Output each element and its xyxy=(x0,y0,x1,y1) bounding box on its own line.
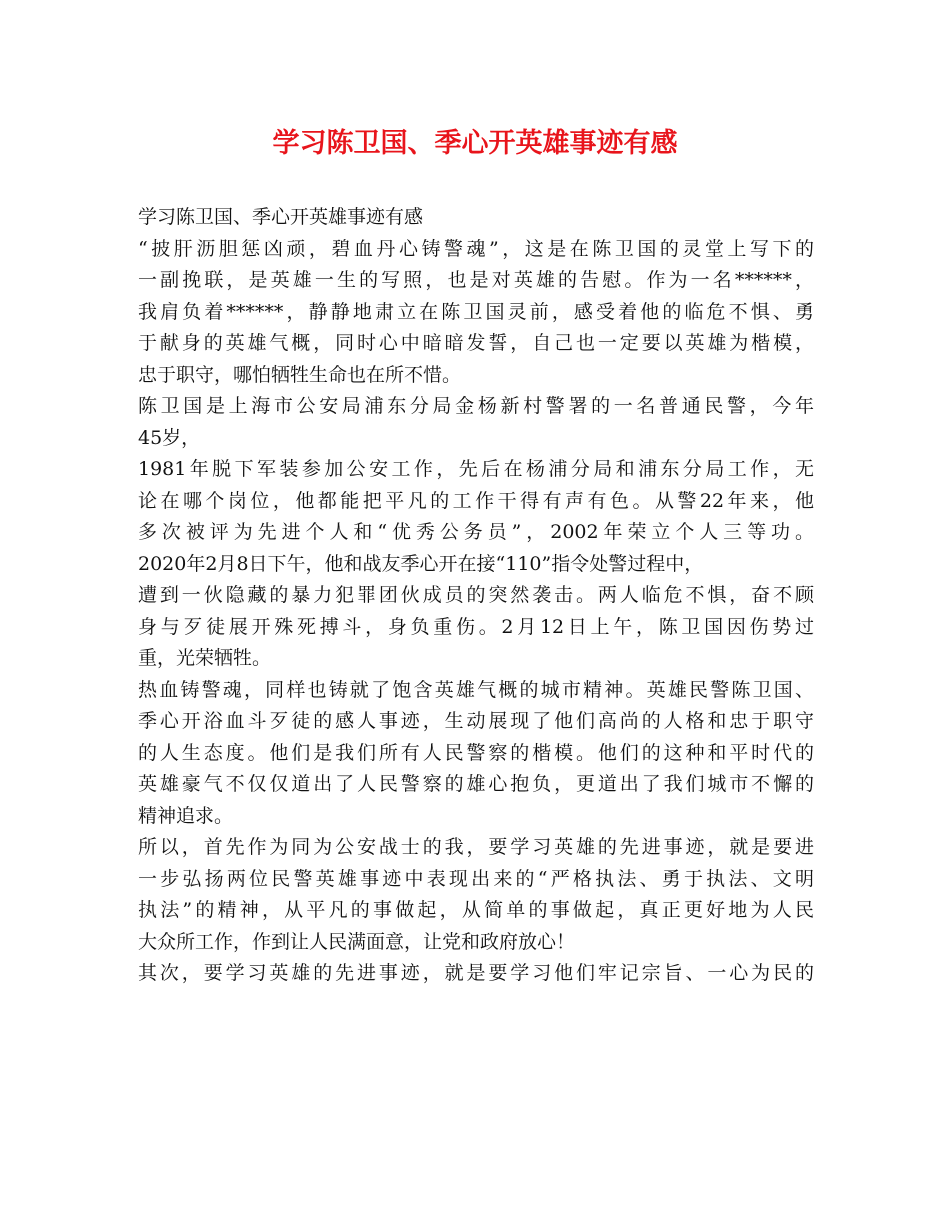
body-line: 1981年脱下军装参加公安工作，先后在杨浦分局和浦东分局工作，无 xyxy=(138,458,814,480)
body-line: 季心开浴血斗歹徒的感人事迹，生动展现了他们高尚的人格和忠于职守 xyxy=(138,710,814,732)
body-line: 我肩负着******，静静地肃立在陈卫国灵前，感受着他的临危不惧、勇 xyxy=(138,300,814,323)
body-line: 一步弘扬两位民警英雄事迹中表现出来的“严格执法、勇于执法、文明 xyxy=(138,867,814,890)
body-line: 学习陈卫国、季心开英雄事迹有感 xyxy=(138,206,424,228)
body-line: 执法”的精神，从平凡的事做起，从简单的事做起，真正更好地为人民 xyxy=(138,899,814,921)
body-line: 陈卫国是上海市公安局浦东分局金杨新村警署的一名普通民警，今年 xyxy=(138,395,814,417)
body-line: 精神追求。 xyxy=(138,804,234,827)
document-body xyxy=(138,202,814,990)
body-line: 2020年2月8日下午，他和战友季心开在接“110”指令处警过程中， xyxy=(138,552,704,575)
document-title: 学习陈卫国、季心开英雄事迹有感 xyxy=(272,128,678,159)
body-line: 大众所工作，作到让人民满面意，让党和政府放心！ xyxy=(138,930,576,953)
body-line: 身与歹徒展开殊死搏斗，身负重伤。2月12日上午，陈卫国因伤势过 xyxy=(138,615,814,638)
body-line: 遭到一伙隐藏的暴力犯罪团伙成员的突然袭击。两人临危不惧，奋不顾 xyxy=(138,584,814,606)
body-line: 忠于职守，哪怕牺牲生命也在所不惜。 xyxy=(138,363,462,386)
body-line: 热血铸警魂，同样也铸就了饱含英雄气概的城市精神。英雄民警陈卫国、 xyxy=(138,678,814,701)
body-line: 的人生态度。他们是我们所有人民警察的楷模。他们的这种和平时代的 xyxy=(138,741,814,764)
body-line: 其次，要学习英雄的先进事迹，就是要学习他们牢记宗旨、一心为民的 xyxy=(138,962,814,984)
body-line: 45岁， xyxy=(138,426,201,449)
body-line: 重，光荣牺牲。 xyxy=(138,647,272,669)
body-line: 一副挽联，是英雄一生的写照，也是对英雄的告慰。作为一名******， xyxy=(138,269,814,291)
body-line: 于献身的英雄气概，同时心中暗暗发誓，自己也一定要以英雄为楷模， xyxy=(138,332,814,354)
body-line: “披肝沥胆惩凶顽，碧血丹心铸警魂”，这是在陈卫国的灵堂上写下的 xyxy=(138,237,814,260)
body-line: 英雄豪气不仅仅道出了人民警察的雄心抱负，更道出了我们城市不懈的 xyxy=(138,773,814,795)
body-line: 多次被评为先进个人和“优秀公务员”，2002年荣立个人三等功。 xyxy=(138,521,814,543)
body-line: 论在哪个岗位，他都能把平凡的工作干得有声有色。从警22年来，他 xyxy=(138,489,814,512)
body-line: 所以，首先作为同为公安战士的我，要学习英雄的先进事迹，就是要进 xyxy=(138,836,814,858)
